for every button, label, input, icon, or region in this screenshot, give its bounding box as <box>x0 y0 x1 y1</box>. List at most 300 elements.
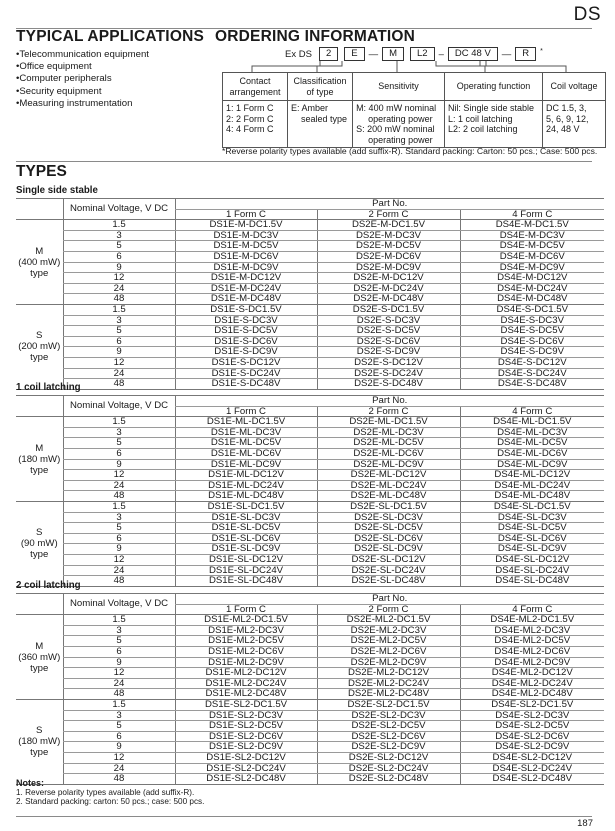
table-row <box>16 668 604 679</box>
code-function: L2 <box>410 47 435 61</box>
type-group-label-line: type <box>30 464 49 476</box>
part-number-cell: DS2E-S-DC9V <box>317 347 460 358</box>
connector-contact <box>252 61 320 72</box>
code-sensitivity: M <box>382 47 404 61</box>
code-dash: — <box>501 48 512 60</box>
part-number-cell: DS4E-S-DC24V <box>460 368 604 379</box>
part-number-cell: DS2E-M-DC1.5V <box>317 220 460 231</box>
part-number-cell: DS4E-ML2-DC12V <box>460 668 604 679</box>
type-options <box>288 101 353 148</box>
option-line: 1: 1 Form C <box>226 103 274 113</box>
part-number-cell: DS4E-SL-DC9V <box>460 544 604 555</box>
types-table <box>16 395 604 587</box>
part-number-cell: DS1E-SL-DC24V <box>175 565 317 576</box>
voltage-cell: 6 <box>63 251 175 262</box>
part-number-cell: DS4E-SL-DC12V <box>460 554 604 565</box>
voltage-cell: 12 <box>63 554 175 565</box>
application-item: • Measuring instrumentation <box>16 98 149 110</box>
part-number-cell: DS4E-ML2-DC3V <box>460 625 604 636</box>
code-asterisk: * <box>540 47 543 55</box>
part-number-cell: DS2E-SL2-DC24V <box>317 763 460 774</box>
voltage-cell: 1.5 <box>63 699 175 710</box>
part-number-cell: DS2E-M-DC12V <box>317 273 460 284</box>
form-header: 2 Form C <box>317 406 460 417</box>
section-title: 1 coil latching <box>16 382 81 393</box>
code-dash: – <box>438 48 444 60</box>
table-row <box>16 283 604 294</box>
type-group-label-line: type <box>30 352 49 364</box>
part-number-cell: DS4E-ML-DC1.5V <box>460 417 604 428</box>
part-number-cell: DS1E-S-DC48V <box>175 379 317 390</box>
table-row <box>16 565 604 576</box>
part-number-cell: DS1E-M-DC9V <box>175 262 317 273</box>
voltage-cell: 9 <box>63 657 175 668</box>
option-line: S: 200 mW nominal <box>356 124 435 134</box>
part-number-cell: DS2E-ML-DC9V <box>317 459 460 470</box>
option-line: L: 1 coil latching <box>447 113 513 124</box>
voltage-cell: 6 <box>63 646 175 657</box>
type-group-label-line: (180 mW) <box>18 736 61 748</box>
part-number-cell: DS2E-ML2-DC9V <box>317 657 460 668</box>
form-header: 2 Form C <box>317 604 460 615</box>
part-number-cell: DS4E-M-DC3V <box>460 230 604 241</box>
voltage-cell: 9 <box>63 742 175 753</box>
part-number-cell: DS4E-M-DC6V <box>460 251 604 262</box>
table-row <box>16 273 604 284</box>
part-number-cell: DS2E-SL2-DC9V <box>317 742 460 753</box>
type-group-label-line: type <box>30 747 49 759</box>
ordering-connector-lines <box>0 0 615 80</box>
table-row <box>16 262 604 273</box>
header-blank-cell <box>16 594 63 615</box>
table-row <box>16 731 604 742</box>
part-number-cell: DS2E-SL-DC12V <box>317 554 460 565</box>
option-line: 4: 4 Form C <box>226 124 274 134</box>
part-number-cell: DS4E-S-DC1.5V <box>460 304 604 315</box>
voltage-cell: 24 <box>63 678 175 689</box>
part-number-cell: DS2E-SL2-DC48V <box>317 774 460 785</box>
type-group-label-line: (400 mW) <box>18 256 61 268</box>
ordering-values-row <box>223 101 606 148</box>
part-number-cell: DS4E-ML2-DC9V <box>460 657 604 668</box>
section-title: Single side stable <box>16 185 98 196</box>
part-number-cell: DS2E-ML-DC12V <box>317 470 460 481</box>
form-header: 4 Form C <box>460 604 604 615</box>
part-number-cell: DS1E-ML-DC12V <box>175 470 317 481</box>
table-row <box>16 710 604 721</box>
part-number-cell: DS1E-SL2-DC3V <box>175 710 317 721</box>
part-number-cell: DS4E-S-DC9V <box>460 347 604 358</box>
table-row <box>16 742 604 753</box>
voltage-cell: 9 <box>63 459 175 470</box>
part-number-cell: DS4E-SL-DC24V <box>460 565 604 576</box>
part-no-header: Part No. <box>175 199 604 210</box>
part-number-cell: DS2E-M-DC5V <box>317 241 460 252</box>
part-number-cell: DS1E-SL-DC5V <box>175 523 317 534</box>
part-number-cell: DS2E-ML2-DC3V <box>317 625 460 636</box>
voltage-cell: 1.5 <box>63 501 175 512</box>
voltage-cell: 5 <box>63 438 175 449</box>
part-number-cell: DS2E-SL2-DC5V <box>317 721 460 732</box>
connector-voltage <box>486 61 566 72</box>
part-number-cell: DS4E-ML-DC6V <box>460 448 604 459</box>
part-number-cell: DS4E-SL-DC48V <box>460 576 604 587</box>
table-row <box>16 689 604 700</box>
part-number-cell: DS2E-SL-DC6V <box>317 533 460 544</box>
part-number-cell: DS2E-ML2-DC6V <box>317 646 460 657</box>
part-number-cell: DS1E-S-DC24V <box>175 368 317 379</box>
part-number-cell: DS4E-S-DC6V <box>460 336 604 347</box>
part-number-cell: DS4E-M-DC12V <box>460 273 604 284</box>
part-number-cell: DS4E-ML2-DC24V <box>460 678 604 689</box>
voltage-cell: 6 <box>63 336 175 347</box>
type-group-label-line: S <box>36 330 43 342</box>
part-number-cell: DS2E-ML2-DC1.5V <box>317 615 460 626</box>
part-number-cell: DS4E-SL2-DC12V <box>460 752 604 763</box>
part-number-cell: DS1E-ML-DC9V <box>175 459 317 470</box>
part-number-cell: DS4E-SL2-DC1.5V <box>460 699 604 710</box>
voltage-cell: 6 <box>63 731 175 742</box>
table-row <box>16 678 604 689</box>
form-header: 4 Form C <box>460 209 604 220</box>
code-type: E <box>344 47 364 61</box>
sensitivity-options <box>353 101 445 148</box>
part-number-cell: DS1E-M-DC48V <box>175 294 317 305</box>
table-row <box>16 554 604 565</box>
part-number-cell: DS2E-SL-DC3V <box>317 512 460 523</box>
part-number-cell: DS1E-ML-DC48V <box>175 491 317 502</box>
part-number-cell: DS4E-M-DC9V <box>460 262 604 273</box>
part-number-cell: DS1E-SL2-DC24V <box>175 763 317 774</box>
type-group-label-line: type <box>30 267 49 279</box>
application-item: • Office equipment <box>16 61 149 73</box>
option-line: 5, 6, 9, 12, <box>546 113 589 124</box>
part-number-cell: DS4E-SL2-DC48V <box>460 774 604 785</box>
table-row <box>16 294 604 305</box>
table-row <box>16 459 604 470</box>
types-divider <box>16 161 592 162</box>
table-row <box>16 241 604 252</box>
option-line: 24, 48 V <box>546 124 580 134</box>
table-row <box>16 721 604 732</box>
type-group-label-line: M <box>35 442 44 454</box>
form-header: 1 Form C <box>175 209 317 220</box>
application-item: • Telecommunication equipment <box>16 49 149 61</box>
voltage-cell: 12 <box>63 668 175 679</box>
voltage-cell: 1.5 <box>63 220 175 231</box>
table-row <box>16 636 604 647</box>
part-number-cell: DS1E-S-DC6V <box>175 336 317 347</box>
voltage-cell: 48 <box>63 576 175 587</box>
part-number-cell: DS2E-ML2-DC12V <box>317 668 460 679</box>
voltage-cell: 5 <box>63 241 175 252</box>
bottom-divider <box>16 816 592 817</box>
part-number-cell: DS1E-M-DC5V <box>175 241 317 252</box>
type-group-label-line: (90 mW) <box>20 538 58 550</box>
part-number-cell: DS1E-ML2-DC12V <box>175 668 317 679</box>
voltage-cell: 48 <box>63 774 175 785</box>
part-number-cell: DS2E-SL-DC24V <box>317 565 460 576</box>
part-number-cell: DS1E-ML-DC6V <box>175 448 317 459</box>
part-number-cell: DS2E-SL2-DC12V <box>317 752 460 763</box>
table-row <box>16 304 604 315</box>
type-group-label-line: (180 mW) <box>18 453 61 465</box>
part-number-cell: DS1E-M-DC1.5V <box>175 220 317 231</box>
voltage-cell: 24 <box>63 368 175 379</box>
part-number-cell: DS1E-SL-DC1.5V <box>175 501 317 512</box>
voltage-cell: 3 <box>63 512 175 523</box>
part-number-cell: DS4E-ML-DC9V <box>460 459 604 470</box>
voltage-cell: 3 <box>63 710 175 721</box>
part-number-cell: DS1E-SL2-DC5V <box>175 721 317 732</box>
part-number-cell: DS4E-SL-DC1.5V <box>460 501 604 512</box>
part-number-cell: DS1E-M-DC3V <box>175 230 317 241</box>
types-title: TYPES <box>16 163 67 180</box>
part-number-cell: DS1E-SL-DC9V <box>175 544 317 555</box>
option-line: 2: 2 Form C <box>226 113 274 124</box>
part-number-cell: DS4E-SL2-DC5V <box>460 721 604 732</box>
type-group-label <box>16 501 63 586</box>
col-header: Coil voltage <box>543 73 606 101</box>
part-number-cell: DS4E-ML-DC12V <box>460 470 604 481</box>
voltage-cell: 24 <box>63 565 175 576</box>
part-number-cell: DS2E-ML-DC3V <box>317 427 460 438</box>
voltage-cell: 1.5 <box>63 615 175 626</box>
part-number-cell: DS2E-M-DC3V <box>317 230 460 241</box>
table-row <box>16 438 604 449</box>
part-number-cell: DS1E-ML-DC5V <box>175 438 317 449</box>
part-number-cell: DS1E-S-DC5V <box>175 326 317 337</box>
part-number-cell: DS1E-M-DC6V <box>175 251 317 262</box>
table-row <box>16 763 604 774</box>
col-header: Classification of type <box>288 73 353 101</box>
table-row <box>16 544 604 555</box>
type-group-label-line: (200 mW) <box>18 341 61 353</box>
type-group-label <box>16 417 63 502</box>
function-options <box>444 101 542 148</box>
part-number-cell: DS2E-S-DC24V <box>317 368 460 379</box>
application-item: • Security equipment <box>16 86 149 98</box>
part-number-cell: DS1E-ML2-DC48V <box>175 689 317 700</box>
form-header: 1 Form C <box>175 604 317 615</box>
series-code: DS <box>573 4 601 25</box>
table-row <box>16 576 604 587</box>
type-group-label <box>16 220 63 305</box>
part-number-cell: DS1E-SL-DC48V <box>175 576 317 587</box>
part-number-cell: DS1E-S-DC9V <box>175 347 317 358</box>
table-row <box>16 315 604 326</box>
option-line: operating power <box>368 113 433 124</box>
part-number-cell: DS4E-ML-DC48V <box>460 491 604 502</box>
part-number-cell: DS1E-SL-DC3V <box>175 512 317 523</box>
ordering-title: ORDERING INFORMATION <box>215 28 416 45</box>
part-number-cell: DS4E-ML2-DC1.5V <box>460 615 604 626</box>
table-row <box>16 625 604 636</box>
part-number-cell: DS1E-S-DC1.5V <box>175 304 317 315</box>
notes-title: Notes: <box>16 778 45 788</box>
voltage-cell: 24 <box>63 283 175 294</box>
part-number-cell: DS1E-SL2-DC48V <box>175 774 317 785</box>
types-table <box>16 593 604 785</box>
option-line: DC 1.5, 3, <box>546 103 587 113</box>
code-voltage: DC 48 V <box>448 47 498 61</box>
table-row <box>16 251 604 262</box>
col-header: Operating function <box>444 73 542 101</box>
part-number-cell: DS4E-SL-DC5V <box>460 523 604 534</box>
part-number-cell: DS2E-SL2-DC6V <box>317 731 460 742</box>
table-row <box>16 699 604 710</box>
part-number-cell: DS2E-S-DC6V <box>317 336 460 347</box>
voltage-cell: 3 <box>63 625 175 636</box>
part-number-cell: DS2E-M-DC48V <box>317 294 460 305</box>
part-no-header: Part No. <box>175 396 604 407</box>
part-number-cell: DS2E-ML2-DC48V <box>317 689 460 700</box>
code-dash: — <box>368 48 379 60</box>
table-row <box>16 491 604 502</box>
part-number-cell: DS1E-SL2-DC6V <box>175 731 317 742</box>
header-blank-cell <box>16 199 63 220</box>
header-blank-cell <box>16 396 63 417</box>
part-number-cell: DS1E-SL2-DC9V <box>175 742 317 753</box>
voltage-cell: 48 <box>63 294 175 305</box>
part-number-cell: DS2E-SL-DC5V <box>317 523 460 534</box>
option-line: operating power <box>368 134 433 145</box>
voltage-cell: 12 <box>63 273 175 284</box>
voltage-cell: 48 <box>63 491 175 502</box>
part-number-cell: DS4E-ML2-DC48V <box>460 689 604 700</box>
table-row <box>16 368 604 379</box>
table-row <box>16 448 604 459</box>
connector-type <box>317 61 342 72</box>
types-table <box>16 198 604 390</box>
part-number-cell: DS4E-M-DC48V <box>460 294 604 305</box>
table-row <box>16 336 604 347</box>
part-number-cell: DS4E-S-DC5V <box>460 326 604 337</box>
voltage-cell: 3 <box>63 427 175 438</box>
part-number-cell: DS1E-ML2-DC1.5V <box>175 615 317 626</box>
table-row <box>16 533 604 544</box>
part-number-cell: DS2E-ML2-DC5V <box>317 636 460 647</box>
nominal-voltage-header: Nominal Voltage, V DC <box>63 594 175 615</box>
part-number-cell: DS1E-ML2-DC5V <box>175 636 317 647</box>
part-number-cell: DS4E-ML-DC3V <box>460 427 604 438</box>
voltage-cell: 12 <box>63 470 175 481</box>
part-number-cell: DS2E-S-DC5V <box>317 326 460 337</box>
voltage-cell: 12 <box>63 357 175 368</box>
option-line: sealed type <box>301 113 348 124</box>
part-number-cell: DS4E-S-DC12V <box>460 357 604 368</box>
part-number-cell: DS2E-ML2-DC24V <box>317 678 460 689</box>
part-number-cell: DS1E-S-DC12V <box>175 357 317 368</box>
table-row <box>16 347 604 358</box>
part-number-cell: DS4E-M-DC1.5V <box>460 220 604 231</box>
voltage-cell: 9 <box>63 347 175 358</box>
form-header: 2 Form C <box>317 209 460 220</box>
table-row <box>16 523 604 534</box>
option-line: L2: 2 coil latching <box>447 124 518 134</box>
part-number-cell: DS2E-ML-DC24V <box>317 480 460 491</box>
table-row <box>16 657 604 668</box>
part-number-cell: DS4E-S-DC3V <box>460 315 604 326</box>
section-title: 2 coil latching <box>16 580 81 591</box>
part-number-cell: DS1E-ML2-DC9V <box>175 657 317 668</box>
part-number-cell: DS2E-ML-DC5V <box>317 438 460 449</box>
part-number-cell: DS4E-SL-DC6V <box>460 533 604 544</box>
part-no-header: Part No. <box>175 594 604 605</box>
option-line: M: 400 mW nominal <box>356 103 437 113</box>
voltage-cell: 12 <box>63 752 175 763</box>
table-header-row <box>16 594 604 605</box>
part-number-cell: DS1E-ML2-DC3V <box>175 625 317 636</box>
part-number-cell: DS1E-M-DC12V <box>175 273 317 284</box>
voltage-cell: 3 <box>63 230 175 241</box>
part-number-cell: DS1E-ML-DC1.5V <box>175 417 317 428</box>
note-item: 1. Reverse polarity types available (add suffix-R). <box>16 788 195 798</box>
option-line: Nil: Single side stable <box>447 103 534 113</box>
part-number-cell: DS4E-ML-DC5V <box>460 438 604 449</box>
contact-options <box>223 101 288 148</box>
part-number-cell: DS1E-ML2-DC6V <box>175 646 317 657</box>
ordering-header-row <box>223 73 606 101</box>
voltage-cell: 24 <box>63 480 175 491</box>
part-number-cell: DS2E-S-DC1.5V <box>317 304 460 315</box>
part-number-cell: DS4E-ML2-DC5V <box>460 636 604 647</box>
voltage-cell: 1.5 <box>63 417 175 428</box>
part-number-cell: DS4E-SL2-DC3V <box>460 710 604 721</box>
ordering-table <box>222 72 606 148</box>
type-group-label-line: S <box>36 527 43 539</box>
part-number-cell: DS2E-M-DC9V <box>317 262 460 273</box>
voltage-cell: 3 <box>63 315 175 326</box>
table-row <box>16 501 604 512</box>
voltage-cell: 1.5 <box>63 304 175 315</box>
part-number-cell: DS4E-SL2-DC9V <box>460 742 604 753</box>
type-group-label-line: M <box>35 640 44 652</box>
type-group-label-line: M <box>35 245 44 257</box>
type-group-label-line: S <box>36 725 43 737</box>
col-header: Contact arrangement <box>223 73 288 101</box>
type-group-label-line: (360 mW) <box>18 651 61 663</box>
type-group-label-line: type <box>30 662 49 674</box>
page-number: 187 <box>577 818 593 829</box>
table-row <box>16 512 604 523</box>
table-row <box>16 480 604 491</box>
voltage-cell: 6 <box>63 448 175 459</box>
voltage-cell: 5 <box>63 523 175 534</box>
table-header-row <box>16 199 604 210</box>
part-number-cell: DS2E-ML-DC6V <box>317 448 460 459</box>
table-row <box>16 427 604 438</box>
voltage-cell: 9 <box>63 544 175 555</box>
part-number-cell: DS2E-S-DC48V <box>317 379 460 390</box>
part-number-cell: DS1E-ML2-DC24V <box>175 678 317 689</box>
voltage-cell: 48 <box>63 379 175 390</box>
part-number-cell: DS1E-SL-DC12V <box>175 554 317 565</box>
part-number-cell: DS4E-SL-DC3V <box>460 512 604 523</box>
nominal-voltage-header: Nominal Voltage, V DC <box>63 199 175 220</box>
type-group-label <box>16 699 63 784</box>
part-number-cell: DS2E-S-DC3V <box>317 315 460 326</box>
part-number-cell: DS1E-M-DC24V <box>175 283 317 294</box>
part-number-cell: DS4E-M-DC5V <box>460 241 604 252</box>
notes <box>16 779 204 807</box>
note-item: 2. Standard packing: carton: 50 pcs.; case: 500 pcs. <box>16 797 205 807</box>
part-number-cell: DS2E-SL-DC9V <box>317 544 460 555</box>
part-number-cell: DS2E-ML-DC1.5V <box>317 417 460 428</box>
voltage-cell: 48 <box>63 689 175 700</box>
table-row <box>16 417 604 428</box>
part-number-cell: DS2E-ML-DC48V <box>317 491 460 502</box>
